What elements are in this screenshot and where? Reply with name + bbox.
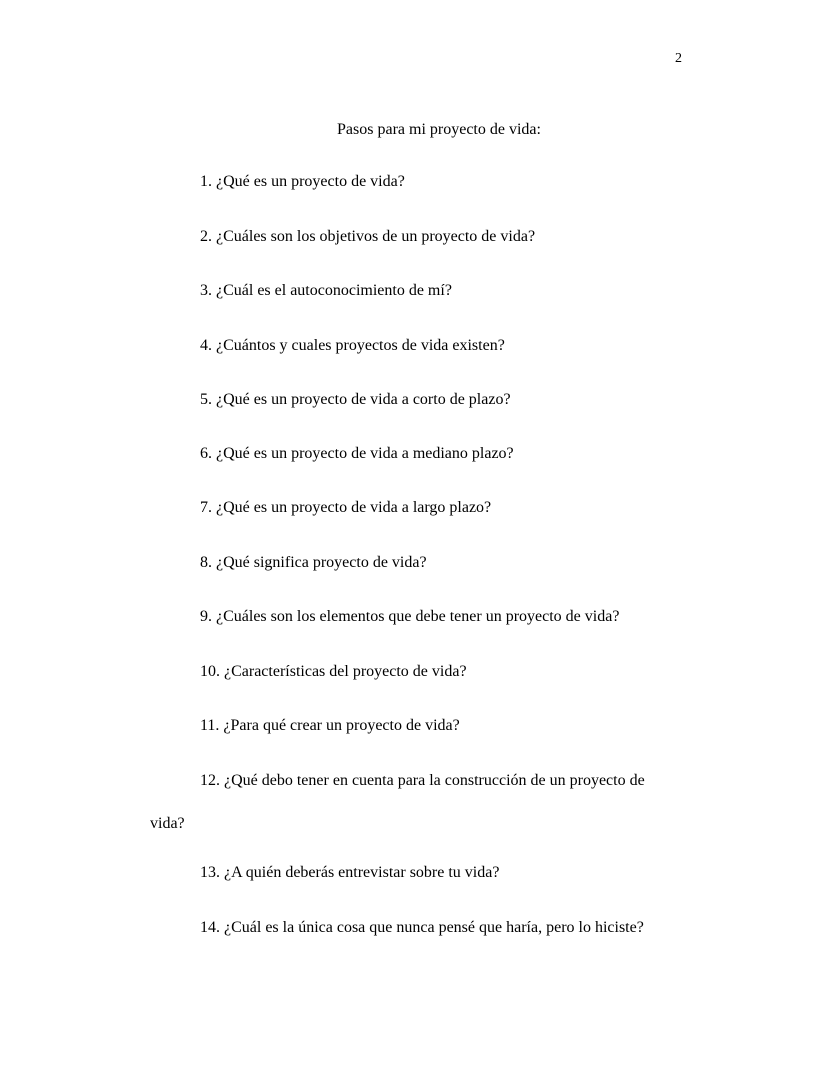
list-item-5: 5. ¿Qué es un proyecto de vida a corto de plazo? xyxy=(200,391,511,408)
page-number: 2 xyxy=(675,51,682,66)
list-item-9: 9. ¿Cuáles son los elementos que debe tener un proyecto de vida? xyxy=(200,608,620,625)
list-item-12: 12. ¿Qué debo tener en cuenta para la construcción de un proyecto de xyxy=(200,772,645,789)
list-item-4: 4. ¿Cuántos y cuales proyectos de vida existen? xyxy=(200,337,505,354)
list-item-13: 13. ¿A quién deberás entrevistar sobre tu vida? xyxy=(200,864,500,881)
list-item-6: 6. ¿Qué es un proyecto de vida a mediano plazo? xyxy=(200,445,514,462)
list-item-8: 8. ¿Qué significa proyecto de vida? xyxy=(200,554,427,571)
list-item-1: 1. ¿Qué es un proyecto de vida? xyxy=(200,173,405,190)
page-title: Pasos para mi proyecto de vida: xyxy=(337,121,541,138)
list-item-2: 2. ¿Cuáles son los objetivos de un proyecto de vida? xyxy=(200,228,536,245)
list-item-14: 14. ¿Cuál es la única cosa que nunca pensé que haría, pero lo hiciste? xyxy=(200,919,644,936)
list-item-11: 11. ¿Para qué crear un proyecto de vida? xyxy=(200,717,460,734)
list-item-10: 10. ¿Características del proyecto de vida? xyxy=(200,663,467,680)
list-item-12-continuation: vida? xyxy=(150,815,185,832)
list-item-7: 7. ¿Qué es un proyecto de vida a largo plazo? xyxy=(200,499,492,516)
list-item-3: 3. ¿Cuál es el autoconocimiento de mí? xyxy=(200,282,452,299)
